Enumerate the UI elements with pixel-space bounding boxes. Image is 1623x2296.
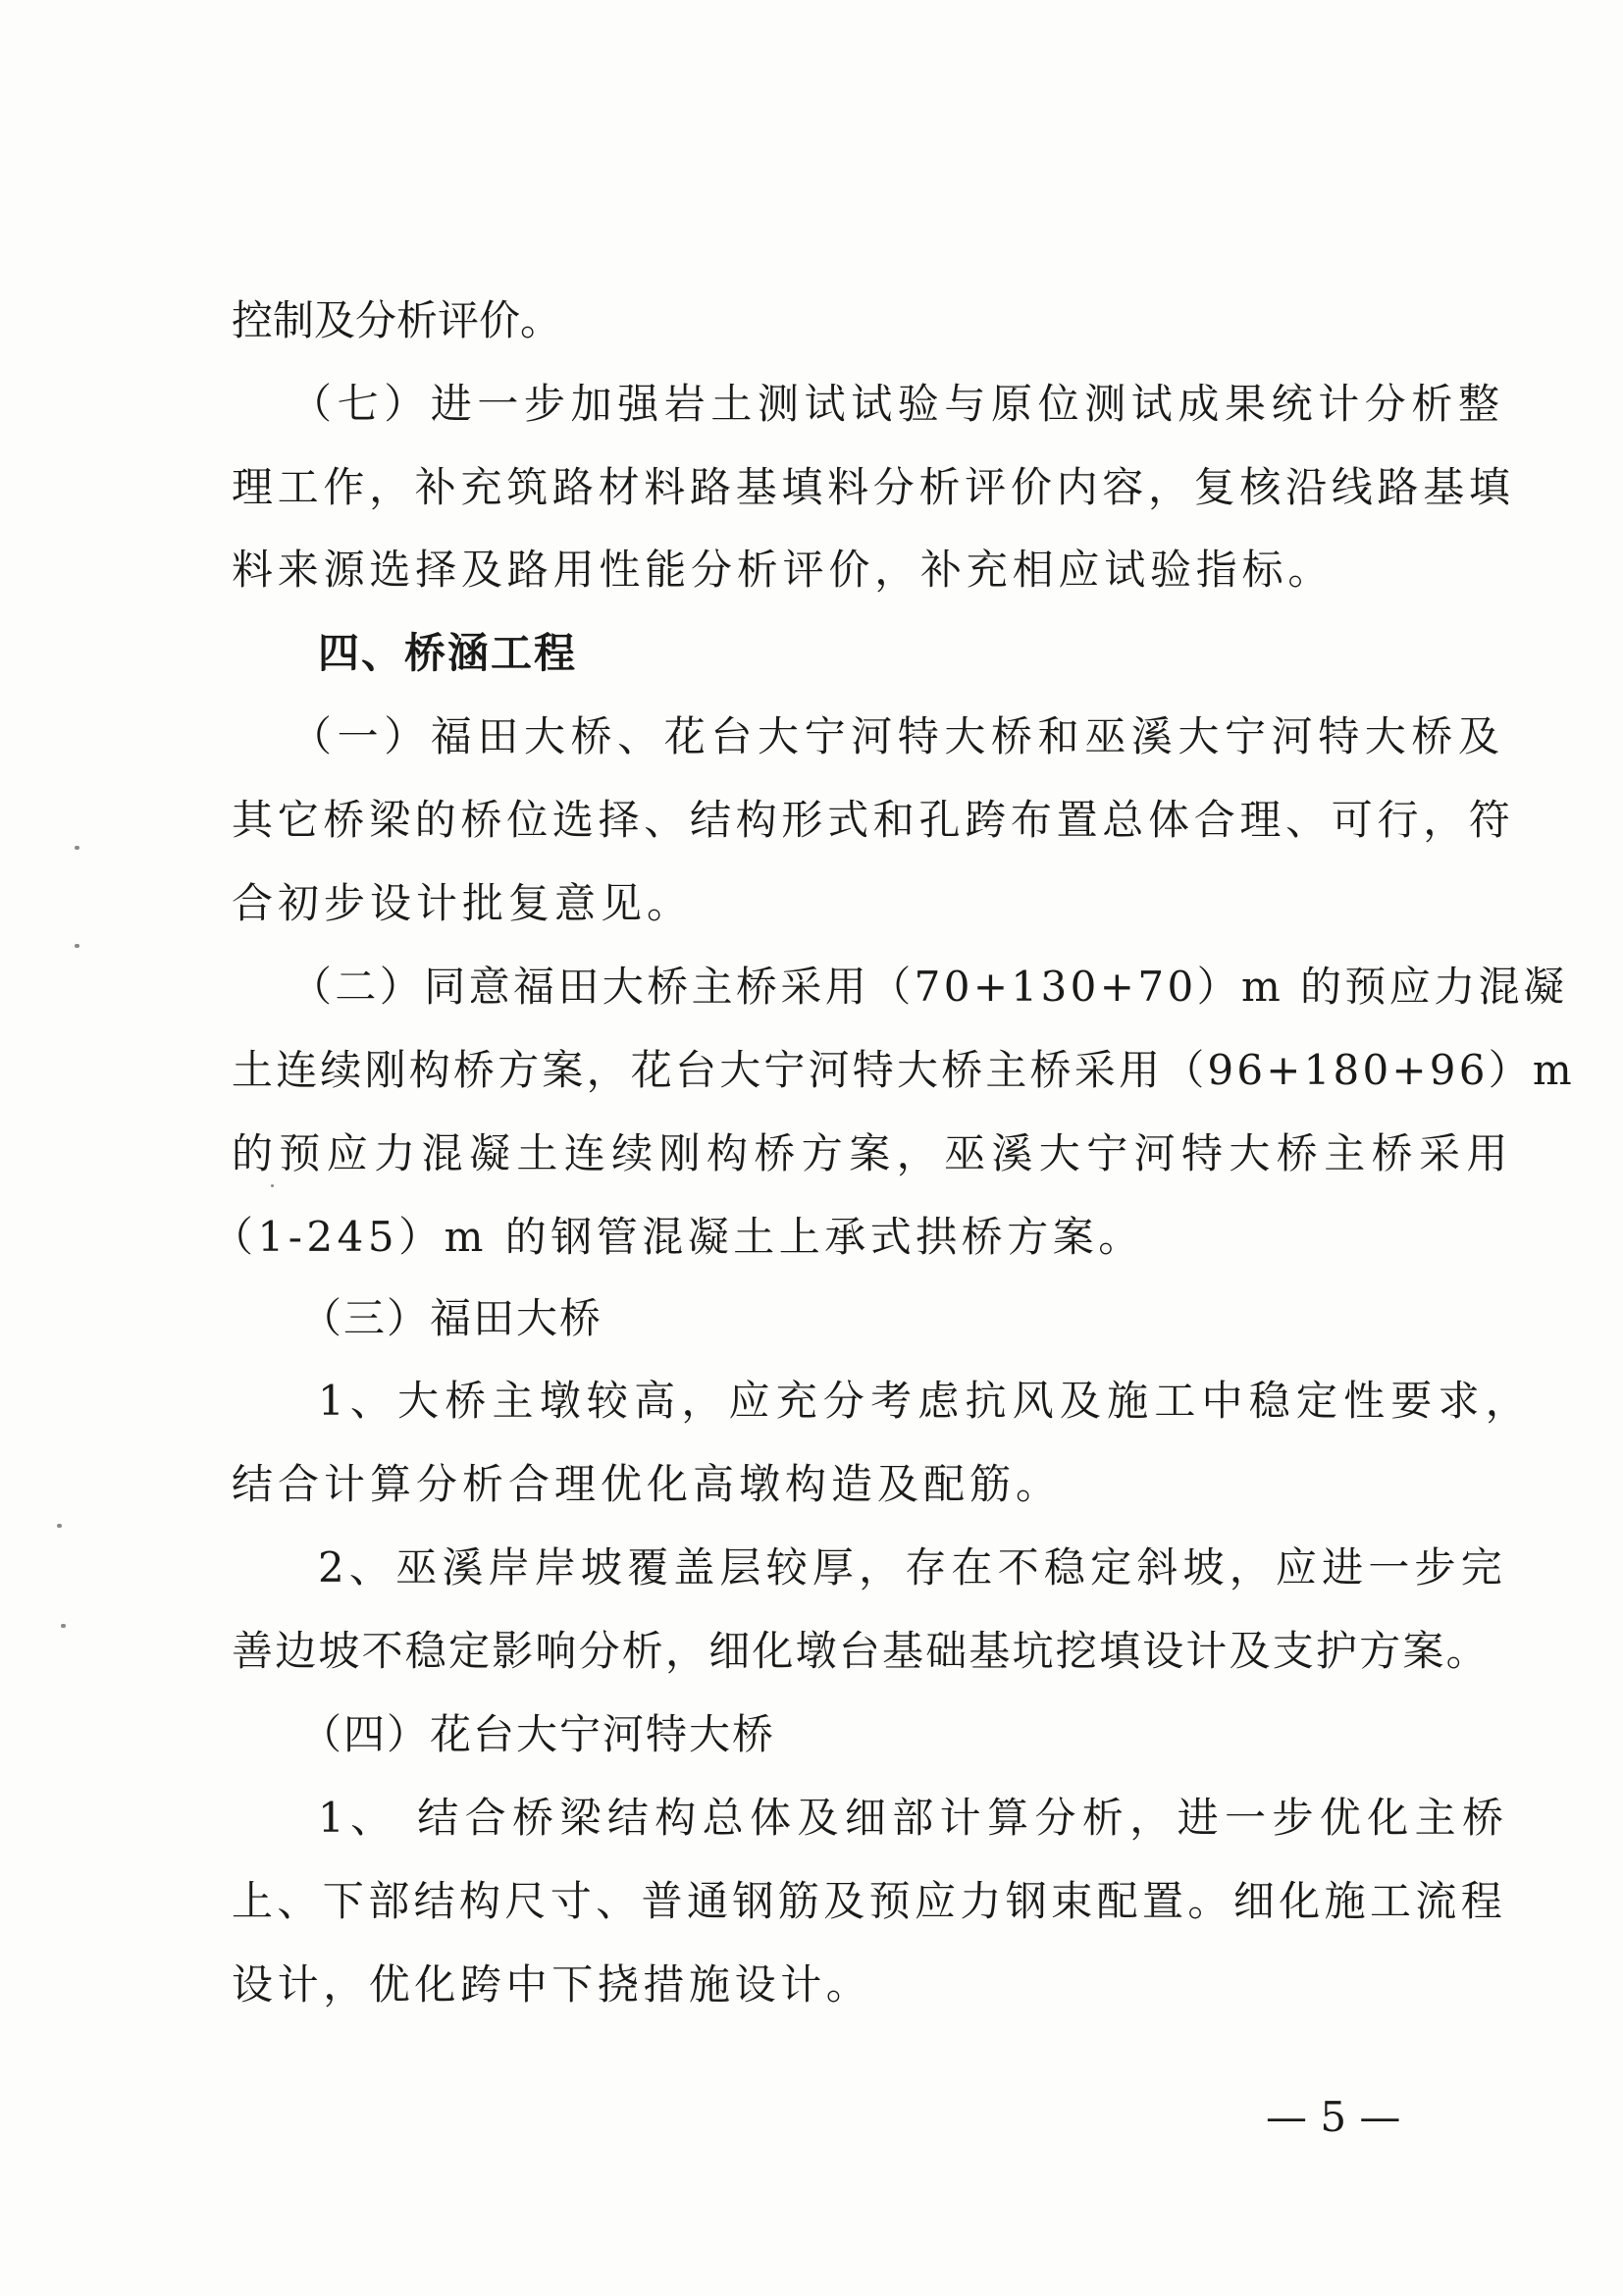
line-text: 2、巫溪岸岸坡覆盖层较厚，存在不稳定斜坡，应进一步完 <box>318 1543 1507 1592</box>
text-line <box>0 1539 1623 1597</box>
text-line <box>0 1455 1623 1514</box>
text-line <box>0 1208 1623 1267</box>
line-text: 控制及分析评价。 <box>232 296 562 344</box>
text-line <box>0 791 1623 850</box>
text-line <box>0 1956 1623 2014</box>
text-line <box>0 458 1623 517</box>
scan-speck <box>75 944 79 948</box>
scan-speck <box>75 846 79 850</box>
line-text: （一）福田大桥、花台大宁河特大桥和巫溪大宁河特大桥及 <box>290 712 1505 760</box>
line-text: 理工作，补充筑路材料路基填料分析评价内容，复核沿线路基填 <box>232 463 1515 511</box>
line-text: （四）花台大宁河特大桥 <box>300 1710 776 1758</box>
line-text: 的预应力混凝土连续刚构桥方案，巫溪大宁河特大桥主桥采用 <box>232 1129 1514 1177</box>
line-text: 善边坡不稳定影响分析，细化墩台基础基坑挖填设计及支护方案。 <box>232 1627 1490 1675</box>
line-text: 1、 结合桥梁结构总体及细部计算分析，进一步优化主桥 <box>318 1794 1510 1842</box>
text-line <box>0 958 1623 1017</box>
text-line <box>0 1622 1623 1681</box>
line-text: 料来源选择及路用性能分析评价，补充相应试验指标。 <box>232 546 1335 594</box>
line-text: 土连续刚构桥方案，花台大宁河特大桥主桥采用（96+180+96）m <box>232 1046 1575 1094</box>
page-number: — 5 — <box>1266 2093 1401 2141</box>
line-text: （二）同意福田大桥主桥采用（70+130+70）m 的预应力混凝 <box>290 963 1568 1011</box>
text-line <box>0 291 1623 350</box>
heading-text: 四、桥涵工程 <box>318 629 578 677</box>
text-line <box>0 874 1623 933</box>
line-text: 其它桥梁的桥位选择、结构形式和孔跨布置总体合理、可行，符 <box>232 796 1515 844</box>
scan-speck <box>61 1624 66 1628</box>
line-text: （1-245）m 的钢管混凝土上承式拱桥方案。 <box>212 1213 1144 1261</box>
line-text: （三）福田大桥 <box>300 1294 603 1342</box>
scan-speck <box>57 1524 62 1528</box>
text-line <box>0 1289 1623 1348</box>
line-text: （七）进一步加强岩土测试试验与原位测试成果统计分析整 <box>290 380 1505 428</box>
text-line <box>0 541 1623 600</box>
line-text: 1、大桥主墩较高，应充分考虑抗风及施工中稳定性要求， <box>318 1377 1533 1425</box>
text-line <box>0 375 1623 434</box>
line-text: 设计，优化跨中下挠措施设计。 <box>232 1960 872 2009</box>
text-line <box>0 1789 1623 1848</box>
text-line <box>0 1372 1623 1431</box>
line-text: 结合计算分析合理优化高墩构造及配筋。 <box>232 1460 1063 1508</box>
text-line <box>0 1041 1623 1100</box>
text-line <box>0 1705 1623 1764</box>
text-line <box>0 707 1623 766</box>
scan-speck <box>271 1184 274 1187</box>
section-heading <box>0 624 1623 683</box>
text-line <box>0 1124 1623 1183</box>
text-line <box>0 1872 1623 1931</box>
line-text: 上、下部结构尺寸、普通钢筋及预应力钢束配置。细化施工流程 <box>232 1877 1507 1925</box>
line-text: 合初步设计批复意见。 <box>232 879 694 927</box>
